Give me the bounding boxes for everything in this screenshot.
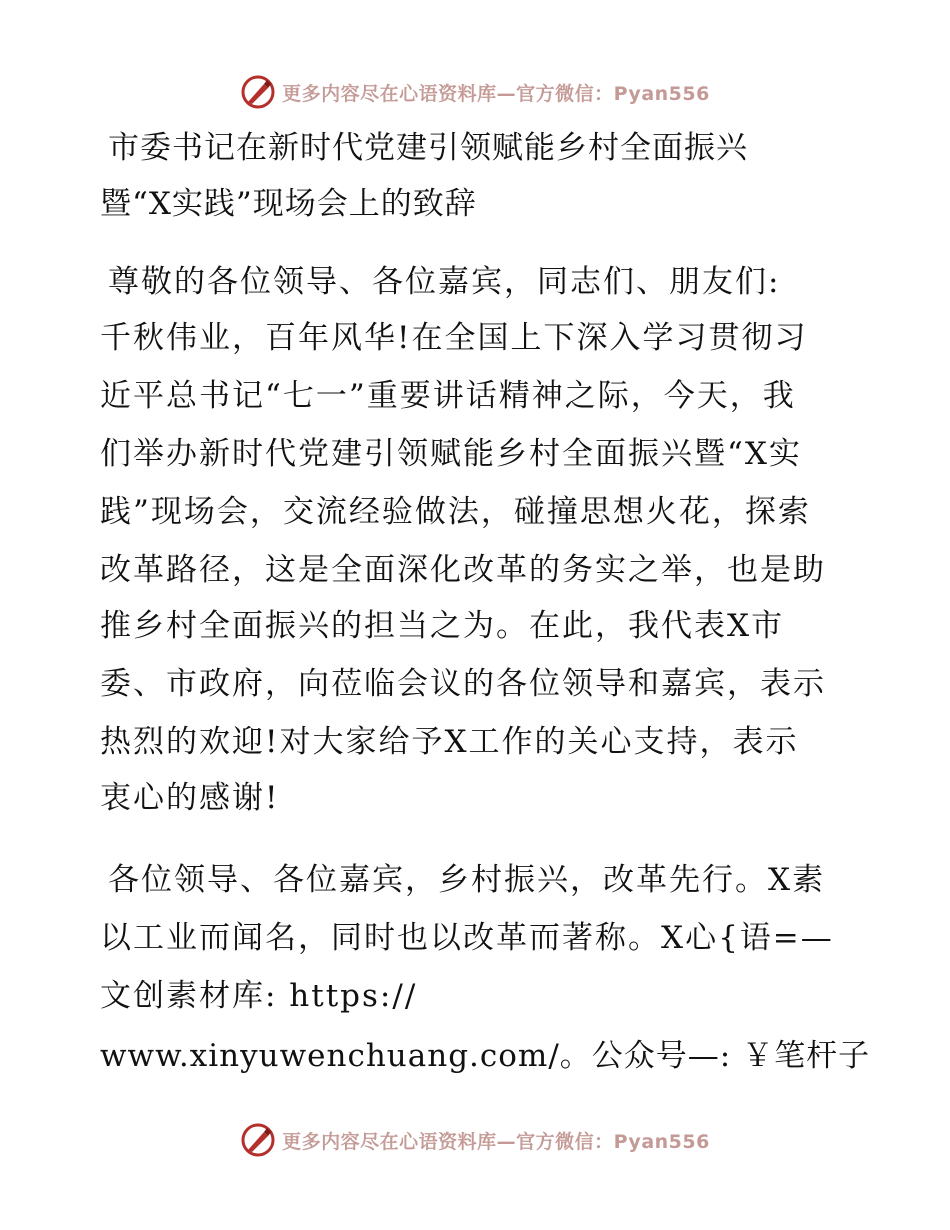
body-line: 热烈的欢迎!对大家给予X工作的关心支持，表示 bbox=[100, 724, 799, 760]
body-line: 近平总书记“七一”重要讲话精神之际，今天，我 bbox=[100, 378, 796, 414]
banner-text: 更多内容尽在心语资料库—官方微信：Pyan556 bbox=[282, 1130, 710, 1153]
pen-logo-icon bbox=[240, 1122, 276, 1158]
body-line: 改革路径，这是全面深化改革的务实之举，也是助 bbox=[100, 552, 826, 588]
body-line: 文创素材库: https:// bbox=[100, 978, 418, 1014]
body-line: www.xinyuwenchuang.com/。公众号—: ￥笔杆子 bbox=[100, 1038, 871, 1074]
body-line: 践”现场会，交流经验做法，碰撞思想火花，探索 bbox=[100, 494, 811, 530]
body-line: 尊敬的各位领导、各位嘉宾，同志们、朋友们: bbox=[108, 264, 781, 300]
pen-logo-icon bbox=[240, 74, 276, 110]
body-line: 千秋伟业，百年风华!在全国上下深入学习贯彻习 bbox=[100, 320, 808, 356]
body-line: 委、市政府，向莅临会议的各位领导和嘉宾，表示 bbox=[100, 666, 826, 702]
document-title-line-1: 市委书记在新时代党建引领赋能乡村全面振兴 bbox=[108, 130, 748, 166]
body-line: 各位领导、各位嘉宾，乡村振兴，改革先行。X素 bbox=[108, 862, 826, 898]
body-line: 推乡村全面振兴的担当之为。在此，我代表X市 bbox=[100, 608, 785, 644]
body-line: 们举办新时代党建引领赋能乡村全面振兴暨“X实 bbox=[100, 436, 802, 472]
document-title-line-2: 暨“X实践”现场会上的致辞 bbox=[100, 186, 477, 222]
body-line: 衷心的感谢! bbox=[100, 780, 280, 816]
body-line: 以工业而闻名，同时也以改革而著称。X心{语=— bbox=[100, 920, 834, 956]
footer-banner bbox=[0, 1120, 950, 1160]
banner-text: 更多内容尽在心语资料库—官方微信：Pyan556 bbox=[282, 82, 710, 105]
header-banner bbox=[0, 72, 950, 112]
